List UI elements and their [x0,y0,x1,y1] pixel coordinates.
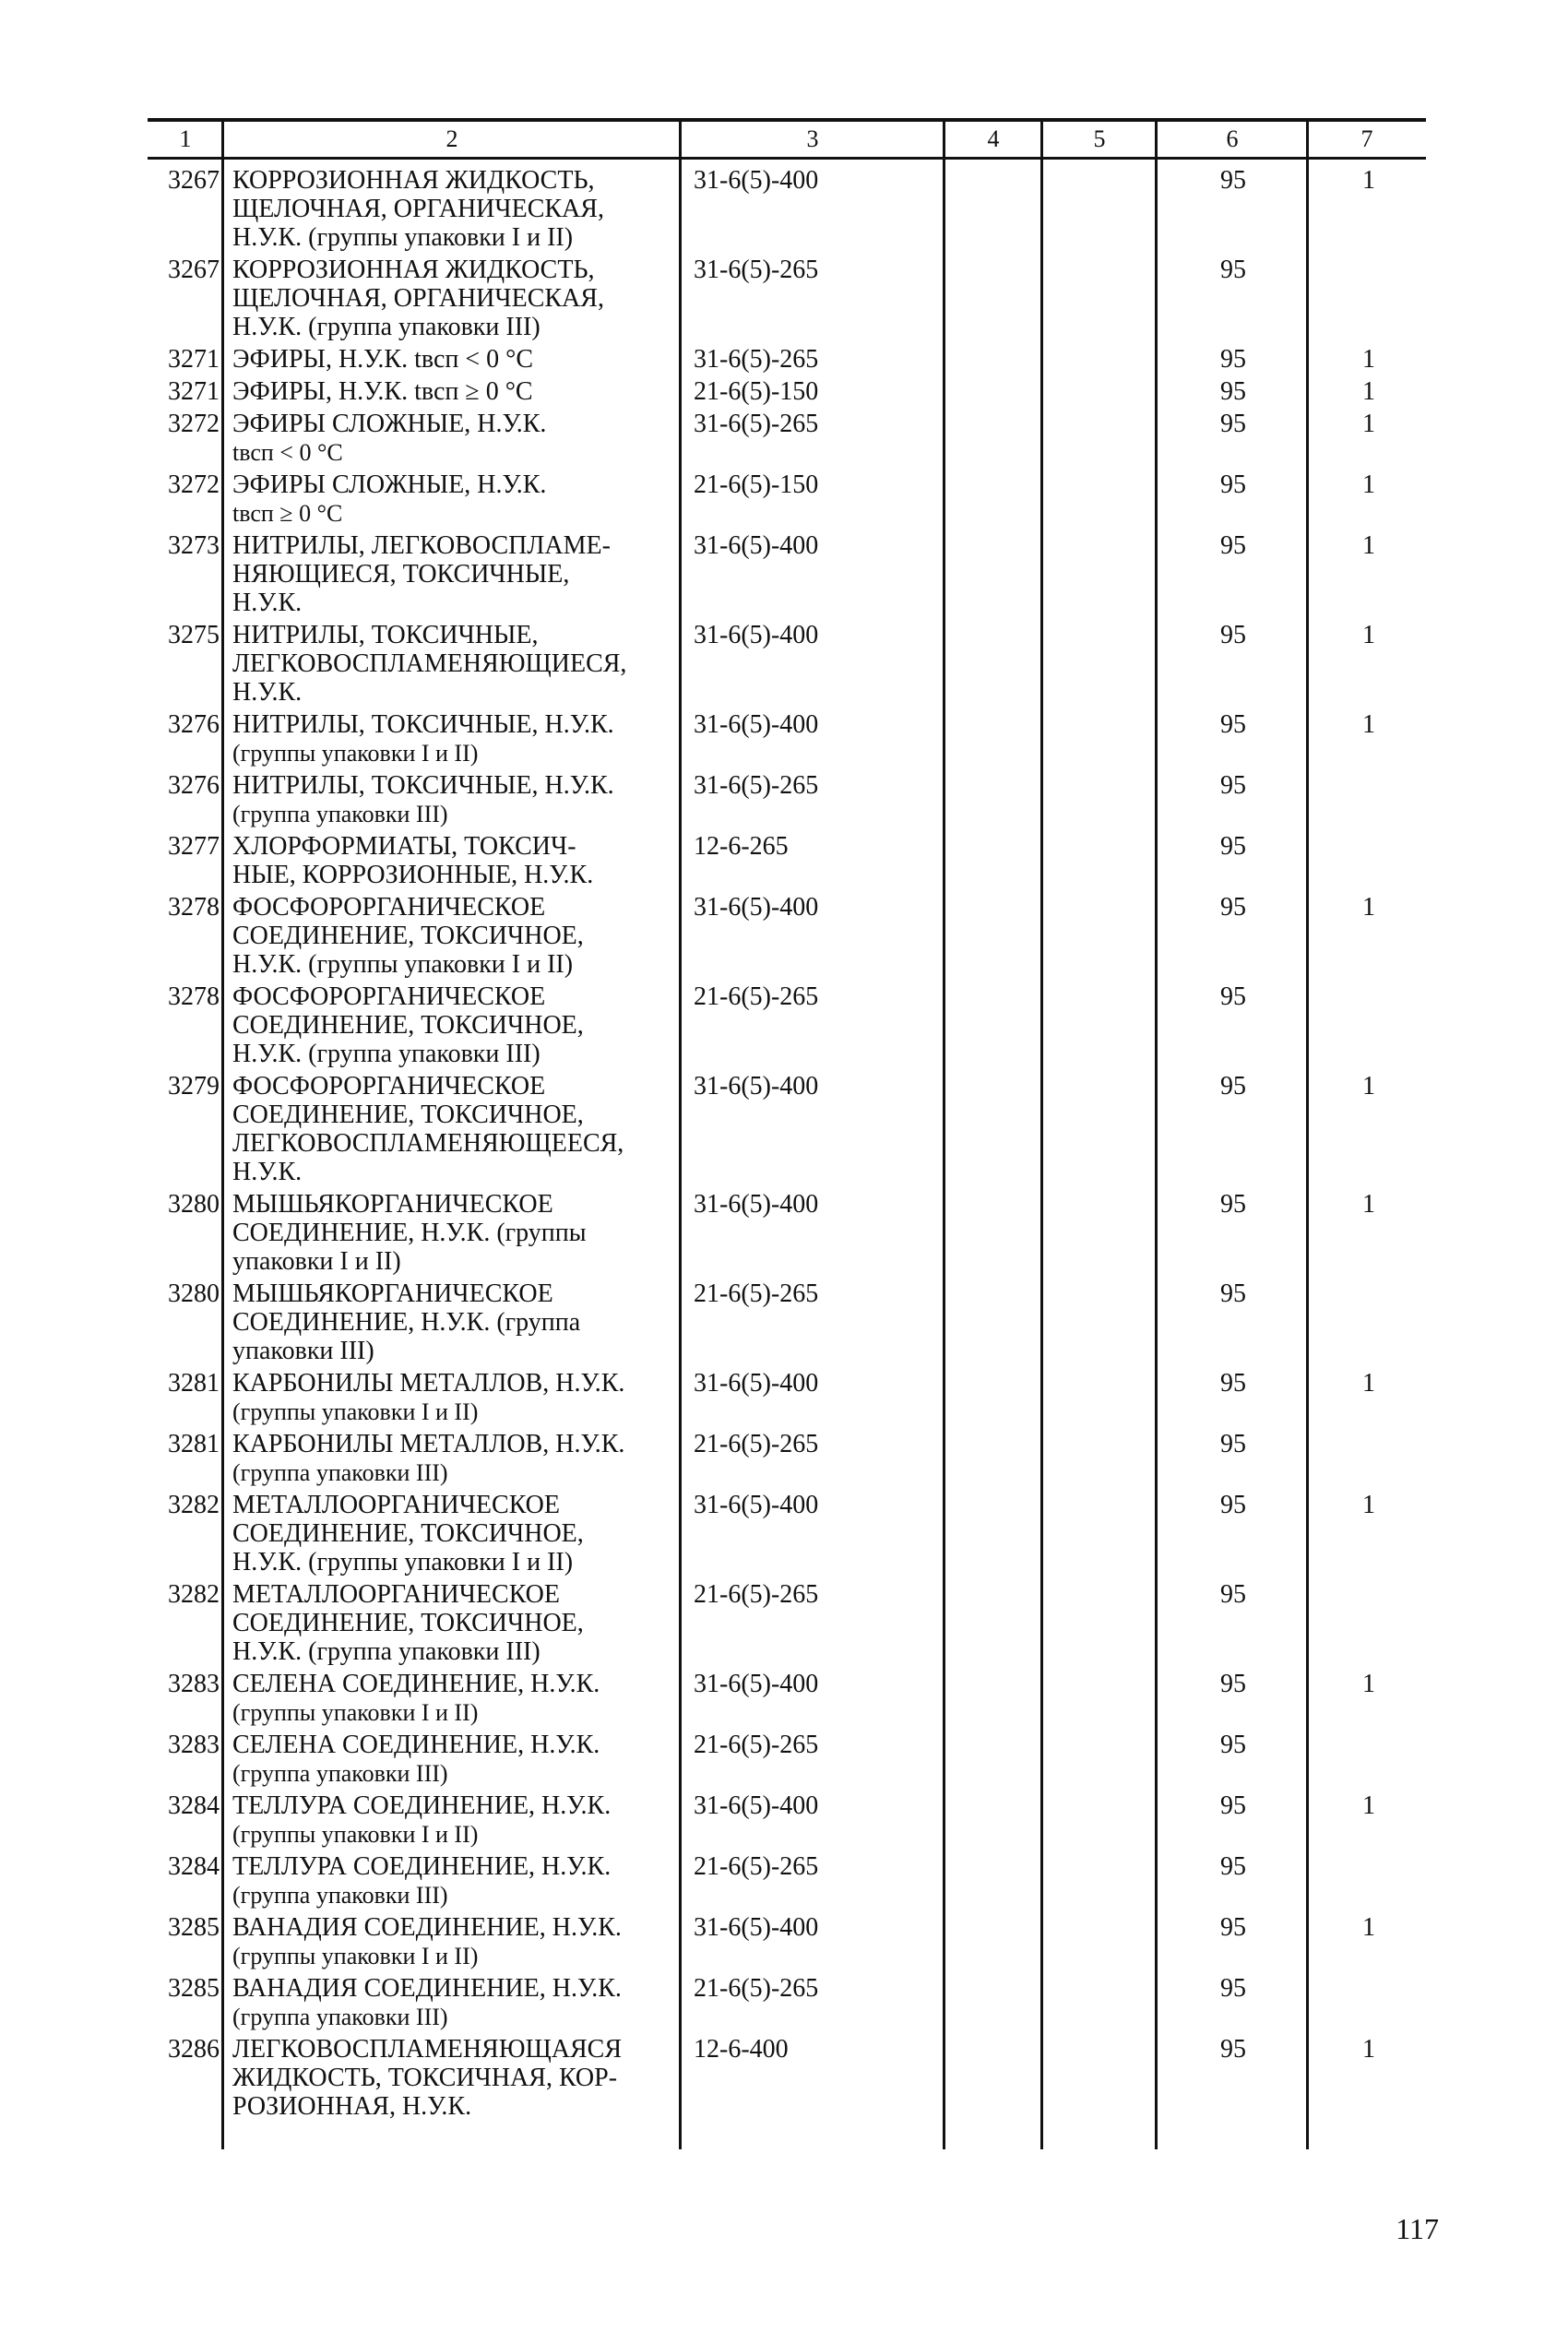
table-row [0,256,1568,345]
un-number-cell: 3285 [168,1913,220,1942]
un-number-cell: 3286 [168,2035,220,2064]
substance-name-line: Н.У.К. (группы упаковки I и II) [232,1548,574,1576]
col6-value-cell: 95 [1220,1369,1246,1398]
un-number-cell: 3282 [168,1580,220,1609]
col6-value-cell: 95 [1220,256,1246,284]
col7-value-cell: 1 [1362,2035,1375,2064]
substance-name-cell [232,1731,684,1788]
col7-value-cell: 1 [1362,893,1375,922]
substance-name-line: ЩЕЛОЧНАЯ, ОРГАНИЧЕСКАЯ, [232,195,604,223]
substance-name-cell [232,1791,684,1849]
substance-name-line: КАРБОНИЛЫ МЕТАЛЛОВ, Н.У.К. [232,1430,625,1458]
col6-value-cell: 95 [1220,1430,1246,1458]
un-number-cell: 3284 [168,1852,220,1881]
substance-name-line: Н.У.К. [232,589,303,617]
header-col-2: 2 [445,125,458,152]
substance-name-cell [232,1852,684,1910]
packaging-code-cell: 31-6(5)-265 [694,256,819,284]
un-number-cell: 3280 [168,1279,220,1308]
col7-value-cell: 1 [1362,470,1375,499]
col7-value-cell: 1 [1362,410,1375,438]
table-row [0,1731,1568,1791]
col7-value-cell: 1 [1362,1913,1375,1942]
substance-name-line: ЖИДКОСТЬ, ТОКСИЧНАЯ, КОР- [232,2064,618,2092]
un-number-cell: 3281 [168,1369,220,1398]
packaging-code-cell: 21-6(5)-265 [694,1974,819,2003]
table-row [0,1791,1568,1852]
substance-name-line: Н.У.К. (группы упаковки I и II) [232,223,574,252]
substance-name-cell [232,256,684,341]
table-row [0,893,1568,982]
substance-name-cell [232,1072,684,1186]
un-number-cell: 3272 [168,470,220,499]
col6-value-cell: 95 [1220,1670,1246,1698]
substance-name-cell [232,1190,684,1276]
packaging-code-cell: 21-6(5)-265 [694,1852,819,1881]
un-number-cell: 3283 [168,1670,220,1698]
header-col-1: 1 [179,125,192,152]
packaging-code-cell: 31-6(5)-400 [694,893,819,922]
un-number-cell: 3277 [168,832,220,861]
table-row [0,470,1568,531]
substance-name-cell [232,982,684,1068]
substance-name-line: СЕЛЕНА СОЕДИНЕНИЕ, Н.У.К. [232,1670,600,1698]
substance-name-cell [232,166,684,252]
table-row [0,1670,1568,1731]
substance-name-line: СОЕДИНЕНИЕ, ТОКСИЧНОЕ, [232,1011,584,1040]
substance-name-line: КАРБОНИЛЫ МЕТАЛЛОВ, Н.У.К. [232,1369,625,1398]
col6-value-cell: 95 [1220,166,1246,195]
substance-name-line: РОЗИОННАЯ, Н.У.К. [232,2092,472,2121]
substance-name-line: (группы упаковки I и II) [232,1943,479,1969]
substance-name-cell [232,771,684,828]
header-col-3: 3 [806,125,819,152]
substance-name-line: ЛЕГКОВОСПЛАМЕНЯЮЩИЕСЯ, [232,649,627,678]
col6-value-cell: 95 [1220,1279,1246,1308]
table-row [0,1491,1568,1580]
substance-name-line: ВАНАДИЯ СОЕДИНЕНИЕ, Н.У.К. [232,1913,622,1942]
col6-value-cell: 95 [1220,832,1246,861]
col7-value-cell: 1 [1362,345,1375,374]
packaging-code-cell: 31-6(5)-265 [694,345,819,374]
col6-value-cell: 95 [1220,410,1246,438]
col7-value-cell: 1 [1362,1791,1375,1820]
substance-name-line: Н.У.К. (группа упаковки III) [232,1040,540,1068]
substance-name-cell [232,621,684,707]
table-row [0,982,1568,1072]
header-col-5: 5 [1093,125,1106,152]
substance-name-line: СОЕДИНЕНИЕ, ТОКСИЧНОЕ, [232,922,584,950]
packaging-code-cell: 31-6(5)-400 [694,1670,819,1698]
col6-value-cell: 95 [1220,771,1246,800]
substance-name-line: НЫЕ, КОРРОЗИОННЫЕ, Н.У.К. [232,861,594,889]
packaging-code-cell: 21-6(5)-150 [694,377,819,406]
col6-value-cell: 95 [1220,1731,1246,1759]
table-row [0,1852,1568,1913]
table-header-bottom-rule [148,157,1426,160]
substance-name-line: ЩЕЛОЧНАЯ, ОРГАНИЧЕСКАЯ, [232,284,604,313]
col6-value-cell: 95 [1220,1913,1246,1942]
un-number-cell: 3272 [168,410,220,438]
substance-name-line: Н.У.К. [232,678,303,707]
substance-name-line: Н.У.К. (группа упаковки III) [232,1637,540,1666]
table-body [0,166,1568,2124]
substance-name-line: tвсп ≥ 0 °C [232,500,343,527]
un-number-cell: 3284 [168,1791,220,1820]
un-number-cell: 3271 [168,377,220,406]
substance-name-line: ЭФИРЫ СЛОЖНЫЕ, Н.У.К. [232,470,547,499]
un-number-cell: 3275 [168,621,220,649]
col7-value-cell: 1 [1362,531,1375,560]
table-row [0,1580,1568,1670]
table-row [0,621,1568,710]
packaging-code-cell: 31-6(5)-400 [694,1369,819,1398]
substance-name-line: (группа упаковки III) [232,1760,448,1787]
substance-name-line: МЫШЬЯКОРГАНИЧЕСКОЕ [232,1190,553,1219]
col7-value-cell: 1 [1362,166,1375,195]
col6-value-cell: 95 [1220,470,1246,499]
substance-name-cell [232,2035,684,2121]
header-col-4: 4 [987,125,1000,152]
col6-value-cell: 95 [1220,1791,1246,1820]
substance-name-line: (группы упаковки I и II) [232,1821,479,1848]
packaging-code-cell: 21-6(5)-265 [694,1731,819,1759]
un-number-cell: 3278 [168,893,220,922]
substance-name-line: СЕЛЕНА СОЕДИНЕНИЕ, Н.У.К. [232,1731,600,1759]
substance-name-line: (группы упаковки I и II) [232,1699,479,1726]
packaging-code-cell: 31-6(5)-400 [694,531,819,560]
packaging-code-cell: 31-6(5)-400 [694,1072,819,1101]
packaging-code-cell: 31-6(5)-400 [694,1791,819,1820]
substance-name-line: ТЕЛЛУРА СОЕДИНЕНИЕ, Н.У.К. [232,1852,612,1881]
un-number-cell: 3267 [168,256,220,284]
substance-name-cell [232,1974,684,2031]
substance-name-line: КОРРОЗИОННАЯ ЖИДКОСТЬ, [232,166,595,195]
col6-value-cell: 95 [1220,2035,1246,2064]
substance-name-line: Н.У.К. (группы упаковки I и II) [232,950,574,979]
col6-value-cell: 95 [1220,982,1246,1011]
col7-value-cell: 1 [1362,1369,1375,1398]
substance-name-line: НЯЮЩИЕСЯ, ТОКСИЧНЫЕ, [232,560,570,589]
substance-name-line: ЛЕГКОВОСПЛАМЕНЯЮЩАЯСЯ [232,2035,622,2064]
header-col-6: 6 [1226,125,1239,152]
table-header-top-rule [148,118,1426,122]
col7-value-cell: 1 [1362,377,1375,406]
packaging-code-cell: 31-6(5)-265 [694,771,819,800]
header-col-7: 7 [1360,125,1373,152]
col7-value-cell: 1 [1362,1190,1375,1219]
table-row [0,1974,1568,2035]
col7-value-cell: 1 [1362,1670,1375,1698]
table-row [0,377,1568,410]
substance-name-line: ЭФИРЫ, Н.У.К. tвсп ≥ 0 °C [232,377,533,406]
substance-name-line: (группа упаковки III) [232,2004,448,2030]
col6-value-cell: 95 [1220,1072,1246,1101]
substance-name-line: НИТРИЛЫ, ЛЕГКОВОСПЛАМЕ- [232,531,611,560]
packaging-code-cell: 31-6(5)-400 [694,166,819,195]
packaging-code-cell: 12-6-400 [694,2035,789,2064]
packaging-code-cell: 31-6(5)-400 [694,1190,819,1219]
substance-name-line: упаковки I и II) [232,1247,401,1276]
packaging-code-cell: 31-6(5)-265 [694,410,819,438]
substance-name-cell [232,1369,684,1426]
col7-value-cell: 1 [1362,621,1375,649]
table-row [0,710,1568,771]
substance-name-cell [232,377,684,406]
col7-value-cell: 1 [1362,710,1375,739]
substance-name-line: (группа упаковки III) [232,801,448,827]
table-row [0,345,1568,377]
packaging-code-cell: 31-6(5)-400 [694,1913,819,1942]
substance-name-line: Н.У.К. (группа упаковки III) [232,313,540,341]
substance-name-line: СОЕДИНЕНИЕ, ТОКСИЧНОЕ, [232,1101,584,1129]
substance-name-line: ЛЕГКОВОСПЛАМЕНЯЮЩЕЕСЯ, [232,1129,624,1158]
substance-name-line: НИТРИЛЫ, ТОКСИЧНЫЕ, [232,621,539,649]
substance-name-line: ХЛОРФОРМИАТЫ, ТОКСИЧ- [232,832,576,861]
page-number: 117 [1396,2212,1439,2245]
substance-name-line: упаковки III) [232,1337,374,1365]
packaging-code-cell: 21-6(5)-265 [694,1279,819,1308]
table-row [0,531,1568,621]
substance-name-line: ФОСФОРОРГАНИЧЕСКОЕ [232,982,546,1011]
packaging-code-cell: 21-6(5)-265 [694,982,819,1011]
substance-name-line: НИТРИЛЫ, ТОКСИЧНЫЕ, Н.У.К. [232,771,614,800]
substance-name-line: (группа упаковки III) [232,1459,448,1486]
substance-name-line: СОЕДИНЕНИЕ, ТОКСИЧНОЕ, [232,1609,584,1637]
col6-value-cell: 95 [1220,1974,1246,2003]
un-number-cell: 3273 [168,531,220,560]
substance-name-line: ФОСФОРОРГАНИЧЕСКОЕ [232,1072,546,1101]
packaging-code-cell: 31-6(5)-400 [694,1491,819,1519]
substance-name-line: СОЕДИНЕНИЕ, Н.У.К. (группы [232,1219,587,1247]
packaging-code-cell: 21-6(5)-265 [694,1430,819,1458]
substance-name-line: (группа упаковки III) [232,1882,448,1909]
substance-name-line: (группы упаковки I и II) [232,1398,479,1425]
un-number-cell: 3279 [168,1072,220,1101]
substance-name-cell [232,1913,684,1970]
substance-name-cell [232,1580,684,1666]
packaging-code-cell: 21-6(5)-265 [694,1580,819,1609]
substance-name-line: МЫШЬЯКОРГАНИЧЕСКОЕ [232,1279,553,1308]
substance-name-line: (группы упаковки I и II) [232,740,479,767]
packaging-code-cell: 31-6(5)-400 [694,710,819,739]
packaging-code-cell: 12-6-265 [694,832,789,861]
substance-name-cell [232,832,684,889]
substance-name-line: КОРРОЗИОННАЯ ЖИДКОСТЬ, [232,256,595,284]
substance-name-line: НИТРИЛЫ, ТОКСИЧНЫЕ, Н.У.К. [232,710,614,739]
col6-value-cell: 95 [1220,1190,1246,1219]
packaging-code-cell: 31-6(5)-400 [694,621,819,649]
substance-name-line: МЕТАЛЛООРГАНИЧЕСКОЕ [232,1491,561,1519]
substance-name-line: tвсп < 0 °C [232,439,343,466]
un-number-cell: 3278 [168,982,220,1011]
substance-name-cell [232,1491,684,1576]
table-row [0,1279,1568,1369]
col6-value-cell: 95 [1220,345,1246,374]
table-row [0,771,1568,832]
substance-name-cell [232,470,684,528]
col6-value-cell: 95 [1220,1491,1246,1519]
un-number-cell: 3283 [168,1731,220,1759]
table-row [0,410,1568,470]
substance-name-line: Н.У.К. [232,1158,303,1186]
substance-name-cell [232,710,684,767]
substance-name-line: ЭФИРЫ СЛОЖНЫЕ, Н.У.К. [232,410,547,438]
un-number-cell: 3280 [168,1190,220,1219]
col6-value-cell: 95 [1220,621,1246,649]
un-number-cell: 3281 [168,1430,220,1458]
table-row [0,1913,1568,1974]
table-row [0,1369,1568,1430]
col6-value-cell: 95 [1220,1852,1246,1881]
substance-name-cell [232,345,684,374]
table-row [0,1190,1568,1279]
table-row [0,1430,1568,1491]
substance-name-line: СОЕДИНЕНИЕ, ТОКСИЧНОЕ, [232,1519,584,1548]
substance-name-line: ВАНАДИЯ СОЕДИНЕНИЕ, Н.У.К. [232,1974,622,2003]
un-number-cell: 3267 [168,166,220,195]
substance-name-cell [232,531,684,617]
substance-name-line: МЕТАЛЛООРГАНИЧЕСКОЕ [232,1580,561,1609]
substance-name-line: ТЕЛЛУРА СОЕДИНЕНИЕ, Н.У.К. [232,1791,612,1820]
substance-name-cell [232,1430,684,1487]
substance-name-line: СОЕДИНЕНИЕ, Н.У.К. (группа [232,1308,581,1337]
packaging-code-cell: 21-6(5)-150 [694,470,819,499]
col6-value-cell: 95 [1220,893,1246,922]
substance-name-line: ЭФИРЫ, Н.У.К. tвсп < 0 °C [232,345,534,374]
substance-name-cell [232,410,684,467]
table-row [0,166,1568,256]
substance-name-cell [232,1670,684,1727]
un-number-cell: 3276 [168,771,220,800]
col7-value-cell: 1 [1362,1491,1375,1519]
un-number-cell: 3282 [168,1491,220,1519]
col6-value-cell: 95 [1220,710,1246,739]
col7-value-cell: 1 [1362,1072,1375,1101]
table-row [0,2035,1568,2124]
substance-name-line: ФОСФОРОРГАНИЧЕСКОЕ [232,893,546,922]
table-row [0,832,1568,893]
un-number-cell: 3285 [168,1974,220,2003]
col6-value-cell: 95 [1220,377,1246,406]
un-number-cell: 3276 [168,710,220,739]
substance-name-cell [232,893,684,979]
col6-value-cell: 95 [1220,1580,1246,1609]
substance-name-cell [232,1279,684,1365]
table-row [0,1072,1568,1190]
col6-value-cell: 95 [1220,531,1246,560]
un-number-cell: 3271 [168,345,220,374]
